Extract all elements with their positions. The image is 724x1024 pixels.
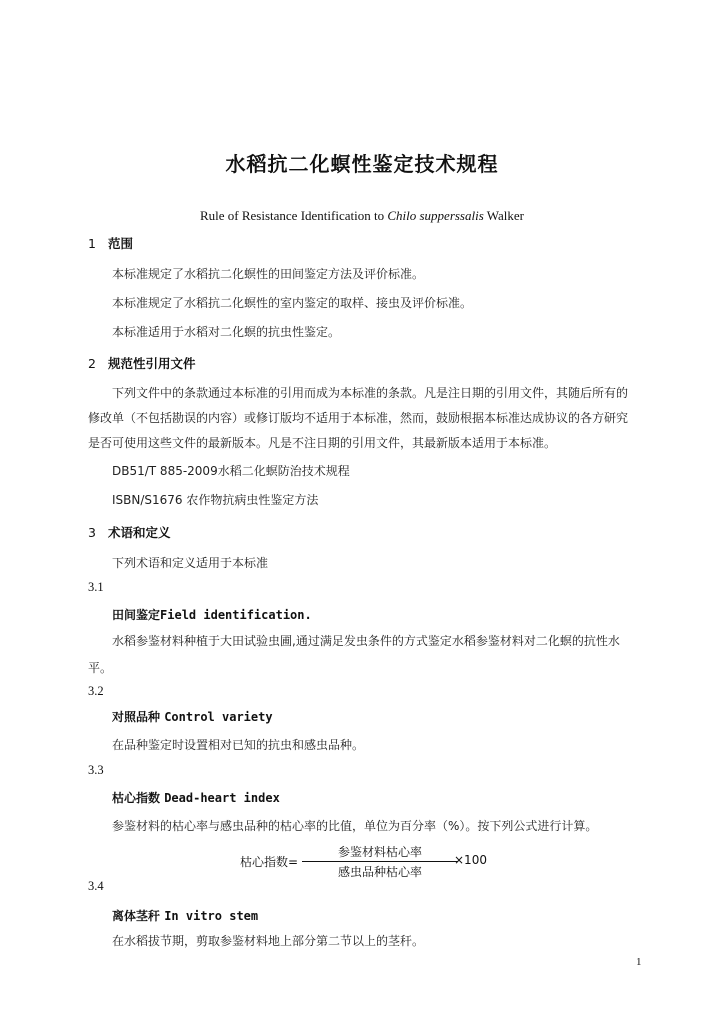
term-definition: 在品种鉴定时设置相对已知的抗虫和感虫品种。 bbox=[112, 738, 365, 752]
term-en: Control variety bbox=[164, 710, 273, 724]
section-1-line: 本标准适用于水稻对二化螟的抗虫性鉴定。 bbox=[112, 325, 341, 339]
clause-number: 3.4 bbox=[88, 879, 104, 893]
section-1-heading bbox=[88, 234, 133, 252]
term-cn: 离体茎秆 bbox=[112, 909, 161, 923]
section-number: 2 bbox=[88, 356, 96, 371]
subtitle-species: Chilo supperssalis bbox=[387, 208, 484, 223]
term-en: Dead-heart index bbox=[164, 791, 280, 805]
reference-item: DB51/T 885-2009水稻二化螟防治技术规程 bbox=[112, 464, 350, 478]
section-2-heading bbox=[88, 354, 196, 372]
document-subtitle bbox=[0, 208, 724, 224]
formula-lhs: 枯心指数= bbox=[240, 855, 299, 869]
section-title: 术语和定义 bbox=[108, 525, 171, 540]
section-2-paragraph-line: 是否可使用这些文件的最新版本。凡是不注日期的引用文件，其最新版本适用于本标准。 bbox=[88, 436, 557, 450]
term-definition: 水稻参鉴材料种植于大田试验虫圃,通过满足发虫条件的方式鉴定水稻参鉴材料对二化螟的抗性水 bbox=[112, 634, 620, 648]
term-cn: 枯心指数 bbox=[112, 791, 161, 805]
document-title: 水稻抗二化螟性鉴定技术规程 bbox=[225, 152, 499, 176]
term-definition: 在水稻拔节期，剪取参鉴材料地上部分第二节以上的茎秆。 bbox=[112, 934, 425, 948]
clause-number: 3.3 bbox=[88, 763, 104, 777]
section-title: 规范性引用文件 bbox=[108, 356, 196, 371]
term-cn: 田间鉴定 bbox=[112, 608, 161, 622]
term-definition: 参鉴材料的枯心率与感虫品种的枯心率的比值，单位为百分率（%）。按下列公式进行计算。 bbox=[112, 819, 598, 833]
section-title: 范围 bbox=[108, 236, 134, 251]
subtitle-author: Walker bbox=[483, 208, 525, 223]
section-2-paragraph-line: 下列文件中的条款通过本标准的引用而成为本标准的条款。凡是注日期的引用文件，其随后所有的 bbox=[112, 386, 629, 400]
section-number: 1 bbox=[88, 236, 96, 251]
reference-item: ISBN/S1676 农作物抗病虫性鉴定方法 bbox=[112, 493, 319, 507]
term-heading bbox=[112, 907, 258, 924]
formula-denominator: 感虫品种枯心率 bbox=[337, 865, 422, 879]
section-2-paragraph-line: 修改单（不包括勘误的内容）或修订版均不适用于本标准，然而，鼓励根据本标准达成协议的各方研究 bbox=[88, 411, 629, 425]
formula-fraction bbox=[302, 843, 458, 880]
term-cn: 对照品种 bbox=[112, 710, 161, 724]
subtitle-text: Rule of Resistance Identification to bbox=[199, 208, 388, 223]
clause-number: 3.2 bbox=[88, 684, 104, 698]
term-en: Field identification. bbox=[160, 608, 312, 622]
formula-numerator: 参鉴材料枯心率 bbox=[337, 845, 422, 859]
term-en: In vitro stem bbox=[164, 909, 259, 923]
section-3-intro: 下列术语和定义适用于本标准 bbox=[112, 556, 269, 570]
dead-heart-formula bbox=[240, 843, 500, 883]
section-number: 3 bbox=[88, 525, 96, 540]
section-3-heading bbox=[88, 523, 171, 541]
term-heading bbox=[112, 606, 312, 623]
term-heading bbox=[112, 708, 273, 725]
formula-multiplier: ×100 bbox=[454, 853, 487, 867]
section-1-line: 本标准规定了水稻抗二化螟性的室内鉴定的取样、接虫及评价标准。 bbox=[112, 296, 473, 310]
term-definition: 平。 bbox=[88, 661, 113, 675]
page-number: 1 bbox=[636, 956, 642, 968]
section-1-line: 本标准规定了水稻抗二化螟性的田间鉴定方法及评价标准。 bbox=[112, 267, 425, 281]
term-heading bbox=[112, 789, 280, 806]
clause-number: 3.1 bbox=[88, 580, 104, 594]
fraction-bar bbox=[302, 861, 458, 862]
